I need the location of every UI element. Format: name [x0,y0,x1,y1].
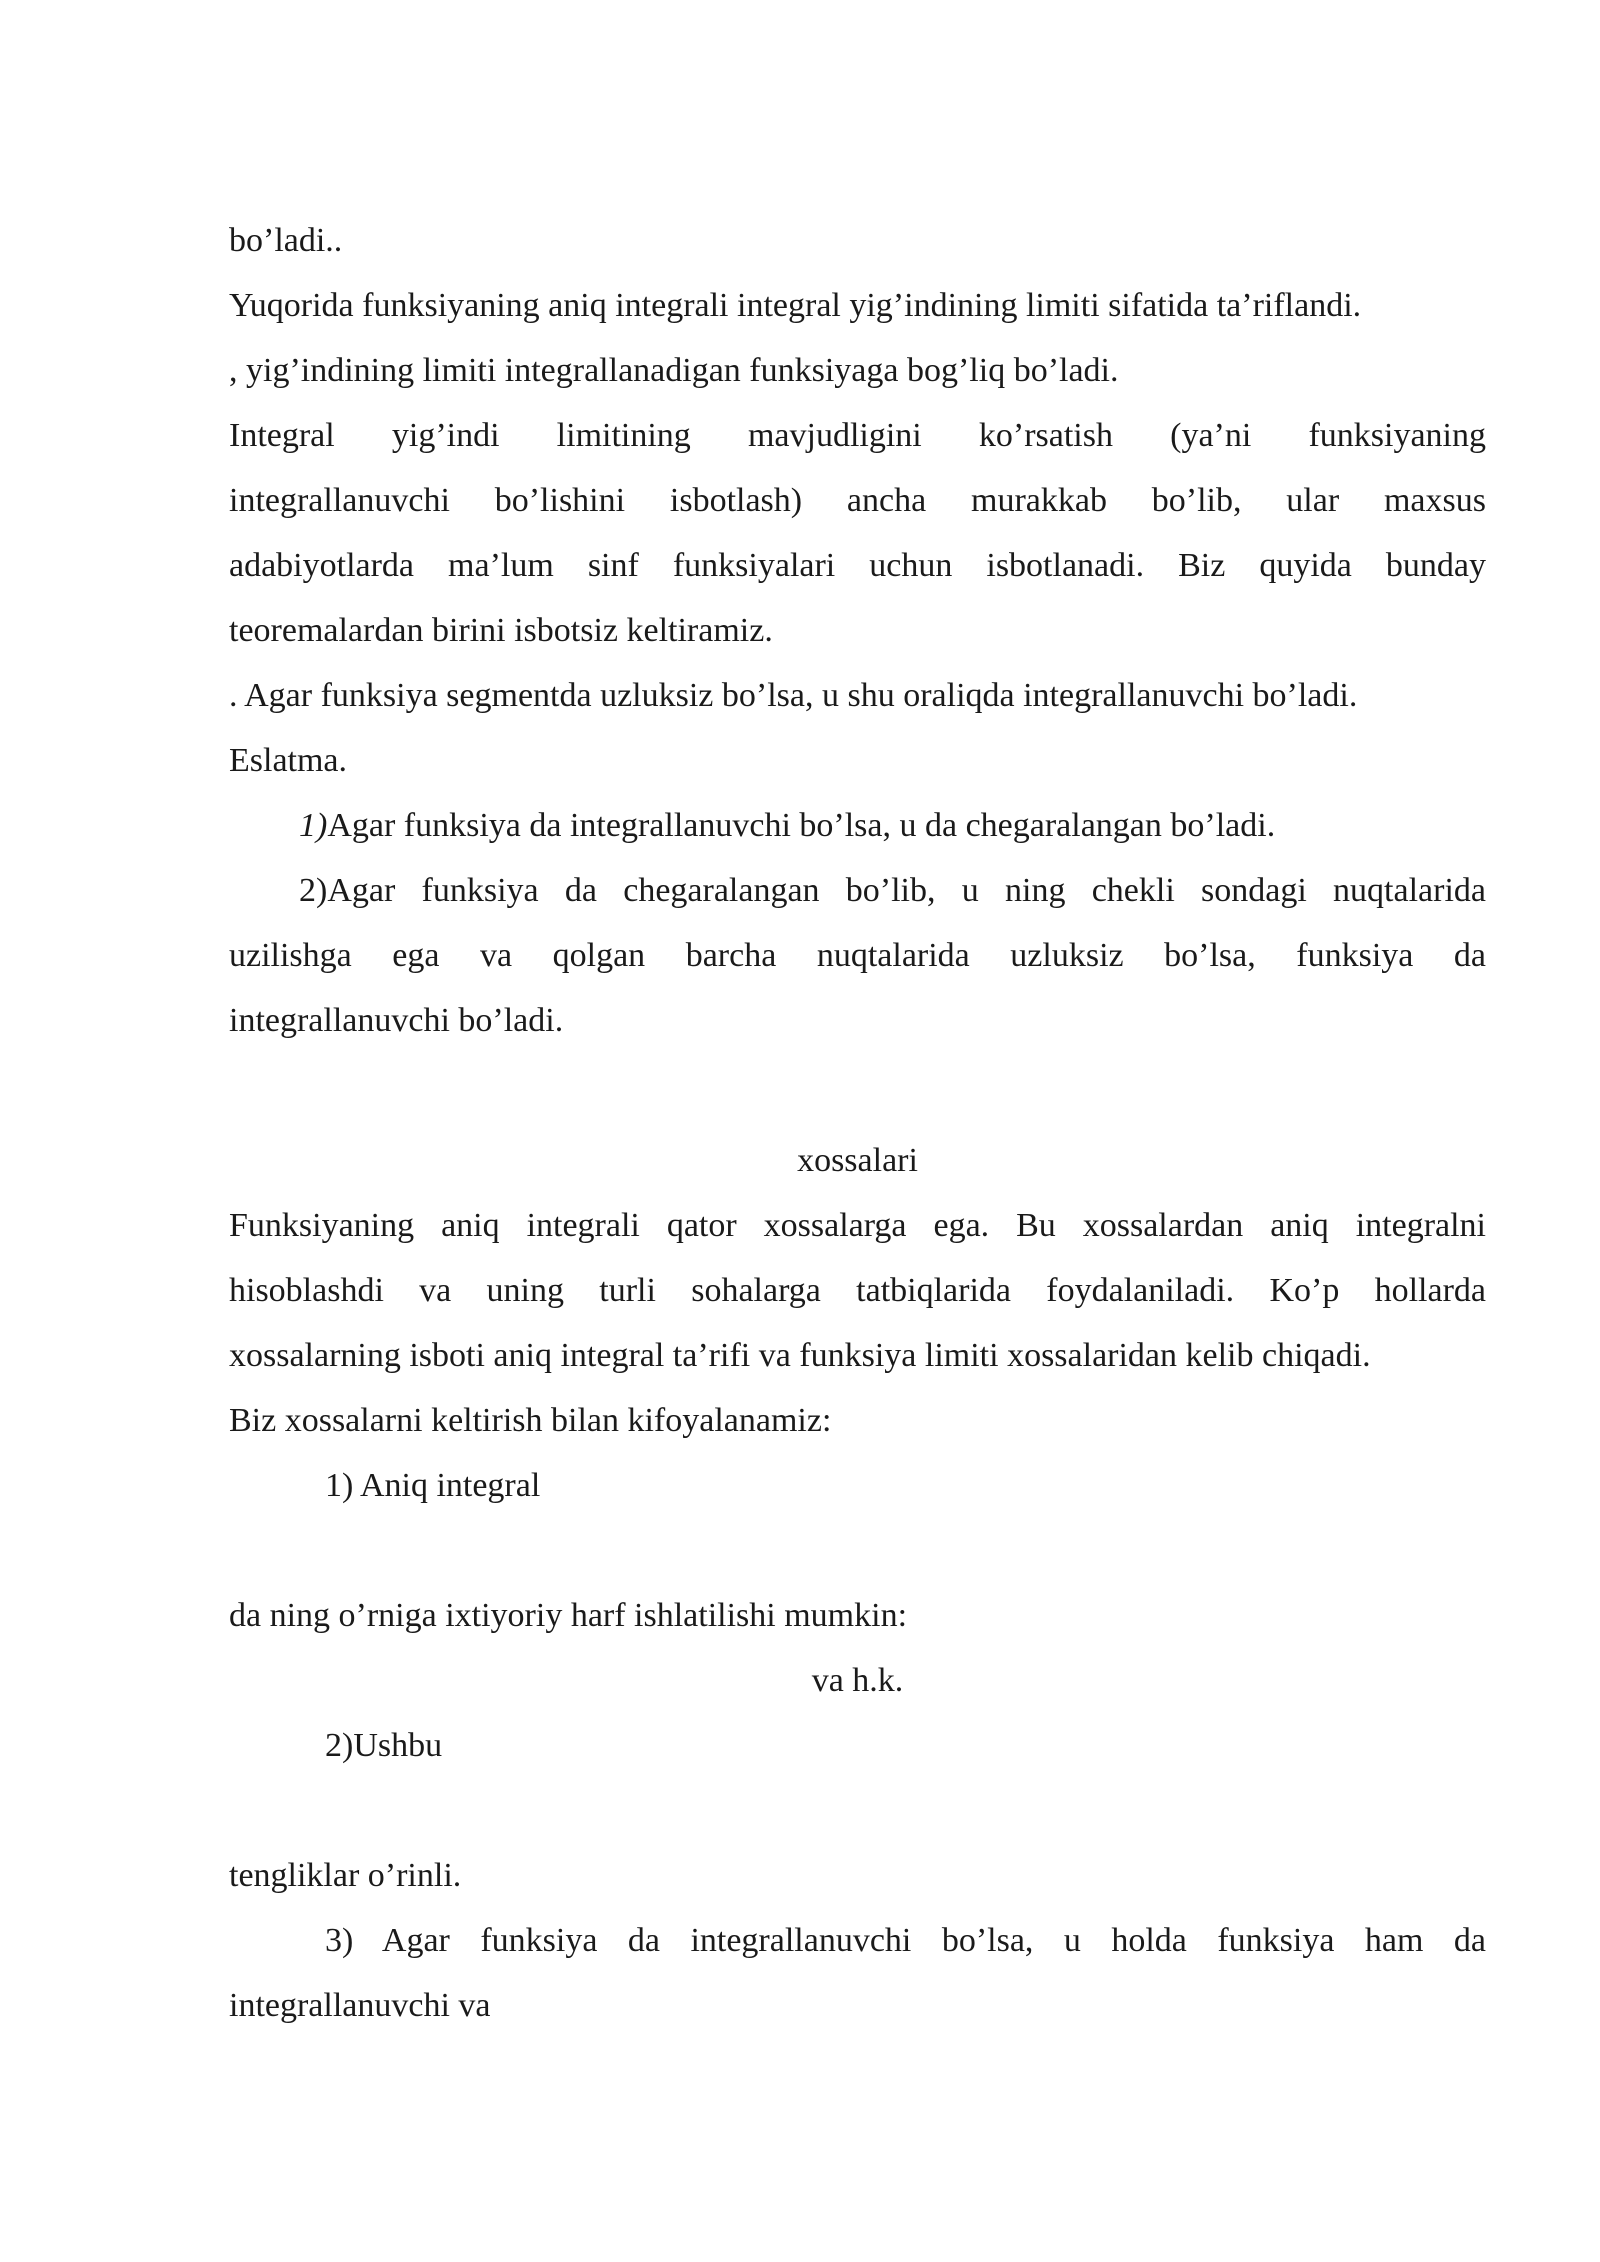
text-line-2: Yuqorida funksiyaning aniq integrali integral yig’indining limiti sifatida ta’riflandi. [229,287,1362,324]
text-line-20: va h.k. [811,1662,904,1699]
text-line-23: 3) Agar funksiya da integrallanuvchi bo’lsa, u holda funksiya ham da [325,1922,1486,1959]
text-line-22: tengliklar o’rinli. [229,1857,462,1894]
text-line-12: uzilishga ega va qolgan barcha nuqtalarida uzluksiz bo’lsa, funksiya da [229,937,1486,974]
text-line-4: Integral yig’indi limitining mavjudligini ko’rsatish (ya’ni funksiyaning [229,417,1486,454]
text-line-24: integrallanuvchi va [229,1987,491,2024]
section-heading: xossalari [797,1142,918,1179]
text-line-21: 2)Ushbu [325,1727,443,1764]
text-line-9: Eslatma. [229,742,348,779]
list-text-1: Agar funksiya da integrallanuvchi bo’lsa, u da chegaralangan bo’ladi. [327,807,1276,844]
text-line-7: teoremalardan birini isbotsiz keltiramiz. [229,612,773,649]
text-line-8: . Agar funksiya segmentda uzluksiz bo’lsa, u shu oraliqda integrallanuvchi bo’ladi. [229,677,1358,714]
text-line-1: bo’ladi.. [229,222,343,259]
text-line-5: integrallanuvchi bo’lishini isbotlash) ancha murakkab bo’lib, ular maxsus [229,482,1486,519]
text-line-17: Biz xossalarni keltirish bilan kifoyalanamiz: [229,1402,832,1439]
text-line-15: hisoblashdi va uning turli sohalarga tatbiqlarida foydalaniladi. Ko’p hollarda [229,1272,1486,1309]
text-line-14: Funksiyaning aniq integrali qator xossalarga ega. Bu xossalardan aniq integralni [229,1207,1486,1244]
text-line-6: adabiyotlarda ma’lum sinf funksiyalari uchun isbotlanadi. Biz quyida bunday [229,547,1486,584]
text-line-3: , yig’indining limiti integrallanadigan funksiyaga bog’liq bo’ladi. [229,352,1119,389]
text-line-13: integrallanuvchi bo’ladi. [229,1002,564,1039]
list-marker-1: 1) [299,807,328,844]
text-line-18: 1) Aniq integral [325,1467,541,1504]
text-line-11: 2)Agar funksiya da chegaralangan bo’lib, u ning chekli sondagi nuqtalarida [299,872,1486,909]
text-line-10 [299,806,1486,846]
text-line-19: da ning o’rniga ixtiyoriy harf ishlatilishi mumkin: [229,1597,908,1634]
text-line-16: xossalarning isboti aniq integral ta’rifi va funksiya limiti xossalaridan kelib chiqadi. [229,1337,1371,1374]
